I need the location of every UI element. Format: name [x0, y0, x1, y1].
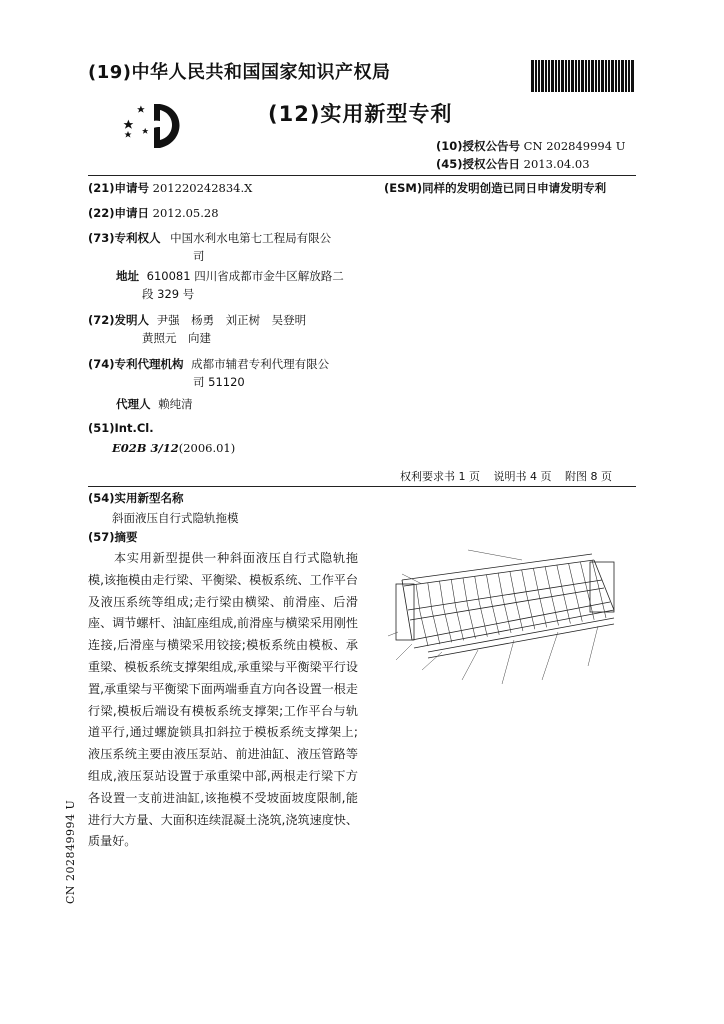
- section-divider: [88, 486, 636, 487]
- ipc-label: [88, 420, 154, 437]
- address: [116, 268, 344, 285]
- application-date-value: 2012.05.28: [152, 206, 219, 220]
- patent-holder-line2: 司: [193, 249, 205, 263]
- ipc-code: E02B 3/12: [112, 441, 179, 455]
- ipc-classification: [112, 440, 235, 457]
- agent: [116, 396, 193, 413]
- abstract-label: [88, 529, 138, 546]
- description-pages: 说明书 4 页: [493, 470, 552, 483]
- header-divider: [88, 175, 636, 176]
- esm-note-text: (ESM)同样的发明创造已同日申请发明专利: [384, 181, 607, 195]
- utility-model-title: 斜面液压自行式隐轨拖模: [112, 511, 239, 525]
- patent-holder-line1: 中国水利水电第七工程局有限公: [170, 231, 332, 245]
- agency: [88, 356, 329, 373]
- document-type: (12)实用新型专利: [268, 102, 453, 126]
- abstract-text: 本实用新型提供一种斜面液压自行式隐轨拖模,该拖模由走行梁、平衡梁、模板系统、工作平台及液压系统等组成;走行梁由横梁、前滑座、后滑座、调节螺杆、油缸座组成,前滑座与横梁采用刚性连接,后滑座与横梁采用铰接;模板系统由模板、承重梁、模板系统支撑架组成,承重梁与平衡梁平行设置,承重梁与平衡梁下面两端垂直方向各设置一根走行梁,模板后端设有模板系统支撑架;工作平台与轨道平行,通过螺旋锁具扣斜拉于模板系统支撑架上;液压系统主要由液压泵站、前进油缸、液压管路等组成,液压泵站设置于承重梁中部,两根走行梁下方各设置一支前进油缸,该拖模不受坡面坡度限制,能进行大方量、大面积连续混凝土浇筑,浇筑速度快、质量好。: [88, 551, 358, 849]
- agency-label: (74)专利代理机构: [88, 357, 184, 371]
- publication-number-value: CN 202849994 U: [523, 139, 626, 153]
- address-label: 地址: [116, 269, 139, 283]
- application-date: [88, 205, 219, 222]
- ipc-year: (2006.01): [178, 441, 236, 455]
- inventors-label: (72)发明人: [88, 313, 150, 327]
- publication-date-row: [436, 156, 590, 172]
- title-label-text: (54)实用新型名称: [88, 491, 184, 505]
- drawings-pages: 附图 8 页: [565, 470, 612, 483]
- cnipa-logo-icon: [120, 100, 190, 152]
- publication-date-value: 2013.04.03: [523, 157, 590, 171]
- agency-line2: 司 51120: [193, 375, 245, 389]
- application-number: [88, 180, 252, 197]
- inventors-line1: 尹强 杨勇 刘正树 吴登明: [156, 313, 307, 327]
- patent-holder: [88, 230, 331, 247]
- esm-note: [384, 180, 606, 197]
- publication-number-label: (10)授权公告号: [436, 139, 521, 153]
- abstract-label-text: (57)摘要: [88, 530, 138, 544]
- spine-publication-number: CN 202849994 U: [64, 799, 77, 904]
- barcode: [530, 60, 636, 92]
- title-label: [88, 490, 184, 507]
- office-name: (19)中华人民共和国国家知识产权局: [88, 62, 391, 83]
- publication-date-label: (45)授权公告日: [436, 157, 521, 171]
- abstract-figure: [382, 540, 634, 700]
- application-date-label: (22)申请日: [88, 206, 150, 220]
- inventors: [88, 312, 306, 329]
- inventors-line2: 黄照元 向建: [142, 331, 211, 345]
- publication-number-row: [436, 138, 625, 154]
- application-number-value: 201220242834.X: [152, 181, 253, 195]
- claims-pages: 权利要求书 1 页: [400, 470, 480, 483]
- patent-holder-label: (73)专利权人: [88, 231, 161, 245]
- agent-value: 赖纯清: [158, 397, 193, 411]
- address-line1: 610081 四川省成都市金牛区解放路二: [146, 269, 344, 283]
- address-line2: 段 329 号: [142, 287, 195, 301]
- agency-line1: 成都市辅君专利代理有限公: [191, 357, 330, 371]
- application-number-label: (21)申请号: [88, 181, 150, 195]
- agent-label: 代理人: [116, 397, 151, 411]
- ipc-label-text: (51)Int.Cl.: [88, 421, 154, 435]
- page-counts: [400, 468, 622, 484]
